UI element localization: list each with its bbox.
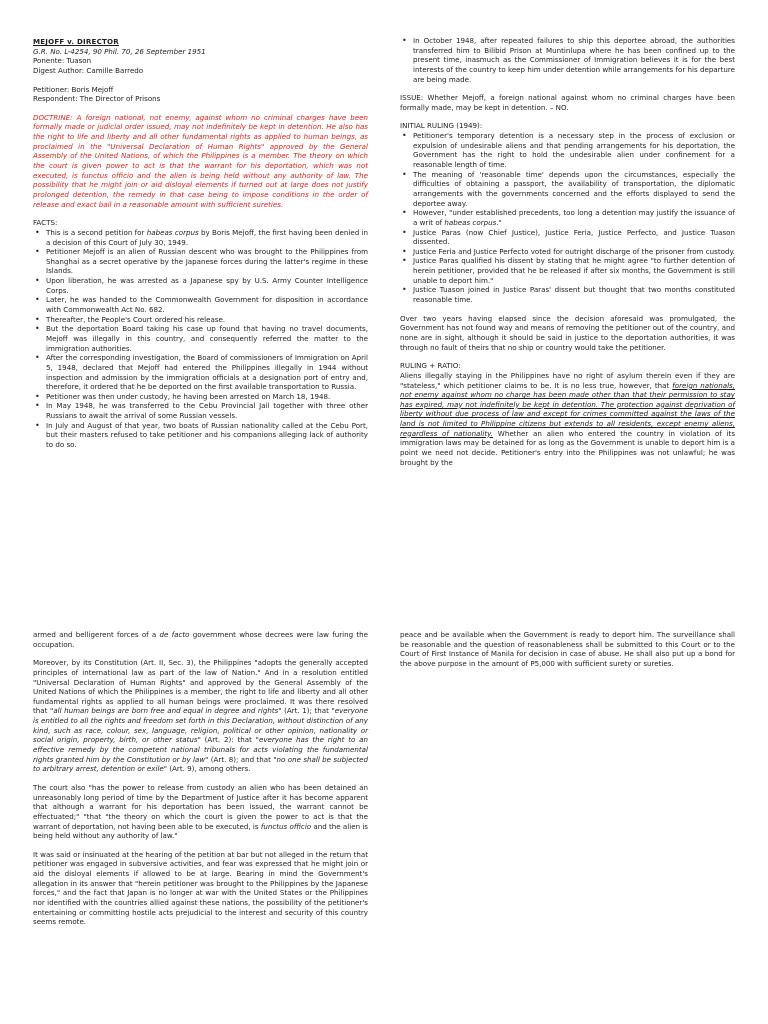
- fact-item: • Upon liberation, he was arrested as a Japanese spy by U.S. Army Counter Intelligence Corps.: [46, 276, 368, 295]
- occupation-paragraph: armed and belligerent forces of a de facto government whose decrees were law furing the occupation.: [33, 630, 368, 649]
- fact-item: • In May 1948, he was transferred to the Cebu Provincial Jail together with three other Russians to await the arrival of some Russian vessels.: [46, 401, 368, 420]
- ponente: Ponente: Tuason: [33, 56, 92, 66]
- page-2-right-column: [400, 630, 735, 669]
- fact-item: • But the deportation Board taking his case up found that having no travel documents, Mejoff was illegally in this country, and consequently referred the matter to the immigration authorities.: [46, 324, 368, 353]
- page-2: [0, 600, 768, 1024]
- ruling-item: • Justice Feria and Justice Perfecto voted for outright discharge of the prisoner from custody.: [413, 247, 735, 257]
- facts-heading: FACTS:: [33, 218, 58, 228]
- fact-item: • Later, he was handed to the Commonwealth Government for disposition in accordance with Commonwealth Act No. 682.: [46, 295, 368, 314]
- initial-ruling-list: [400, 131, 735, 305]
- ruling-paragraph: Aliens illegally staying in the Philippines have no right of asylum therein even if they are "stateless," which petitioner claims to be. It is no less true, however, that foreign nationals, not enemy against whom no charge has been made other than that their permission to stay has expired, may not indefinitely be kept in detention. The protection against deprivation of liberty without due process of law and except for crimes committed against the laws of the land is not limited to Philippine citizens but extends to all residents, except enemy aliens, regardless of nationality. Whether an alien who entered the country in violation of its immigration laws may be detained for as long as the Government is unable to deport him is a point we need not decide. Petitioner's entry into the Philippines was not unlawful; he was brought by the: [400, 370, 736, 467]
- ruling-item: • The meaning of 'reasonable time' depends upon the circumstances, especially the difficulties of obtaining a passport, the availability of transportation, the diplomatic arrangements with the governments concerned and the efforts displayed to send the deportee away.: [413, 170, 735, 209]
- petitioner: Petitioner: Boris Mejoff: [33, 84, 114, 94]
- fact-item: • Petitioner Mejoff is an alien of Russian descent who was brought to the Philippines from Shanghai as a secret operative by the Japanese forces during the latter's regime in these Islands.: [46, 247, 368, 276]
- constitution-paragraph: Moreover, by its Constitution (Art. II, Sec. 3), the Philippines "adopts the generally accepted principles of international law as part of the law of Nation." And in a resolution entitled "Universal Declaration of Human Rights" and approved by the General Assembly of the United Nations of which the Philippines is a member, the right to life and liberty and all other fundamental rights as applied to all human beings were proclaimed. It was there resolved that "all human beings are born free and equal in degree and rights" (Art. 1); that "everyone is entitled to all the rights and freedom set forth in this Declaration, without distinction of any kind, such as race, colour, sex, language, religion, political or other opinion, nationality or social origin, property, birth, or other status" (Art. 2): that "everyone has the right to an effective remedy by the competent national tribunals for acts violating the fundamental rights granted him by the Constitution or by law" (Art. 8); and that "no one shall be subjected to arbitrary arrest, detention or exile" (Art. 9), among others.: [33, 658, 368, 774]
- fact-item: • In October 1948, after repeated failures to ship this deportee abroad, the authorities transferred him to Bilibid Prison at Muntinlupa where he has been confined up to the present time, inasmuch as the Commissioner of Immigration believes it is for the best interests of the country to keep him under detention while arrangements for his departure are being made.: [413, 36, 735, 84]
- case-citation: G.R. No. L-4254, 90 Phil. 70, 26 September 1951: [33, 46, 206, 56]
- page-1-right-column: [400, 36, 735, 467]
- ruling-underlined-text: foreign nationals, not enemy against whom no charge has been made other than that their permission to stay has expired, may not indefinitely be kept in detention. The protection against deprivation of liberty without due process of law and except for crimes committed against the laws of the land is not limited to Philippine citizens but extends to all residents, except enemy aliens, regardless of nationality.: [400, 380, 736, 438]
- fact-item: • Thereafter, the People's Court ordered his release.: [46, 315, 368, 325]
- doctrine: DOCTRINE: A foreign national, not enemy, against whom no criminal charges have been formally made or judicial order issued, may not indefinitely be kept in detention. He also has the right to life and liberty and all other fundamental rights as applied to human beings, as proclaimed in the "Universal Declaration of Human Rights" approved by the General Assembly of the United Nations, of which the Philippines is a member. The theory on which the court is given power to act is that the warrant for his deportation, which was not executed, is functus officio and the alien is being held without any authority of law. The possibility that he might join or aid disloyal elements if turned out at large does not justify prolonged detention, the remedy in that case being to impose conditions in the order of release and exact bail in a reasonable amount with sufficient sureties.: [33, 112, 368, 209]
- digest-author: Digest Author: Camille Barredo: [33, 65, 144, 75]
- ruling-item: • However, "under established precedents, too long a detention may justify the issuance of a writ of habeas corpus.": [413, 208, 735, 227]
- ruling-heading: RULING + RATIO:: [400, 361, 461, 371]
- facts-list-continued: [400, 36, 735, 84]
- respondent: Respondent: The Director of Prisons: [33, 94, 161, 104]
- fact-item: • This is a second petition for habeas corpus by Boris Mejoff, the first having been denied in a decision of this Court of July 30, 1949.: [46, 228, 368, 247]
- case-title: MEJOFF v. DIRECTOR: [33, 37, 119, 46]
- initial-ruling-heading: INITIAL RULING (1949):: [400, 121, 483, 131]
- issue: ISSUE: Whether Mejoff, a foreign national against whom no criminal charges have been formally made, may be kept in detention. – NO.: [400, 93, 735, 112]
- ruling-item: • Petitioner's temporary detention is a necessary step in the process of exclusion or expulsion of undesirable aliens and that pending arrangements for his deportation, the Government has the right to hold the undesirable alien under confinement for a reasonable length of time.: [413, 131, 735, 170]
- ruling-item: • Justice Paras qualified his dissent by stating that he might agree "to further detention of herein petitioner, provided that he be released if after six months, the Government is still unable to deport him.": [413, 256, 735, 285]
- fact-item: • After the corresponding investigation, the Board of commissioners of Immigration on April 5, 1948, declared that Mejoff had entered the Philippines illegally in 1944 without inspection and admission by the immigration officials at a designation port of entry and, therefore, it ordered that he be deported on the first available transportation to Russia.: [46, 353, 368, 392]
- court-power-paragraph: The court also "has the power to release from custody an alien who has been detained an unreasonably long period of time by the Department of Justice after it has become apparent that although a warrant for his deportation has been issued, the warrant cannot be effectuated;" "that "the theory on which the court is given the power to act is that the warrant of deportation, not having been able to be executed, is functus officio and the alien is being held without any authority of law.": [33, 782, 368, 841]
- subversive-paragraph: It was said or insinuated at the hearing of the petition at bar but not alleged in the return that petitioner was engaged in subversive activities, and fear was expressed that he might join or aid the disloyal elements if allowed to be at large. Bearing in mind the Government's allegation in its answer that "herein petitioner was brought to the Philippines by the Japanese forces," and the fact that Japan is no longer at war with the United States or the Philippines nor identified with the countries allied against these nations, the possibility of the petitioner's entertaining or committing hostile acts prejudicial to the interest and security of this country seems remote.: [33, 849, 368, 927]
- ruling-item: • Justice Tuason joined in Justice Paras' dissent but thought that two months constituted reasonable time.: [413, 285, 735, 304]
- fact-item: • Petitioner was then under custody, he having been arrested on March 18, 1948.: [46, 392, 368, 402]
- page-1-left-column: [33, 37, 368, 450]
- ruling-item: • Justice Paras (now Chief Justice), Justice Feria, Justice Perfecto, and Justice Tuason dissented.: [413, 228, 735, 247]
- over-two-years-paragraph: Over two years having elapsed since the decision aforesaid was promulgated, the Government has not found way and means of removing the petitioner out of the country, and none are in sight, although it should be said in justice to the deportation authorities, it was through no fault of theirs that no ship or country would take the petitioner.: [400, 313, 735, 352]
- release-conditions-paragraph: peace and be available when the Government is ready to deport him. The surveillance shall be reasonable and the question of reasonableness shall be submitted to this Court or to the Court of First Instance of Manila for decision in case of abuse. He shall also put up a bond for the above purpose in the amount of P5,000 with sufficient surety or sureties.: [400, 630, 735, 668]
- page-2-left-column: [33, 630, 368, 927]
- fact-item: • In July and August of that year, two boats of Russian nationality called at the Cebu Port, but their masters refused to take petitioner and his companions alleging lack of authority to do so.: [46, 421, 368, 450]
- facts-list: [33, 228, 368, 450]
